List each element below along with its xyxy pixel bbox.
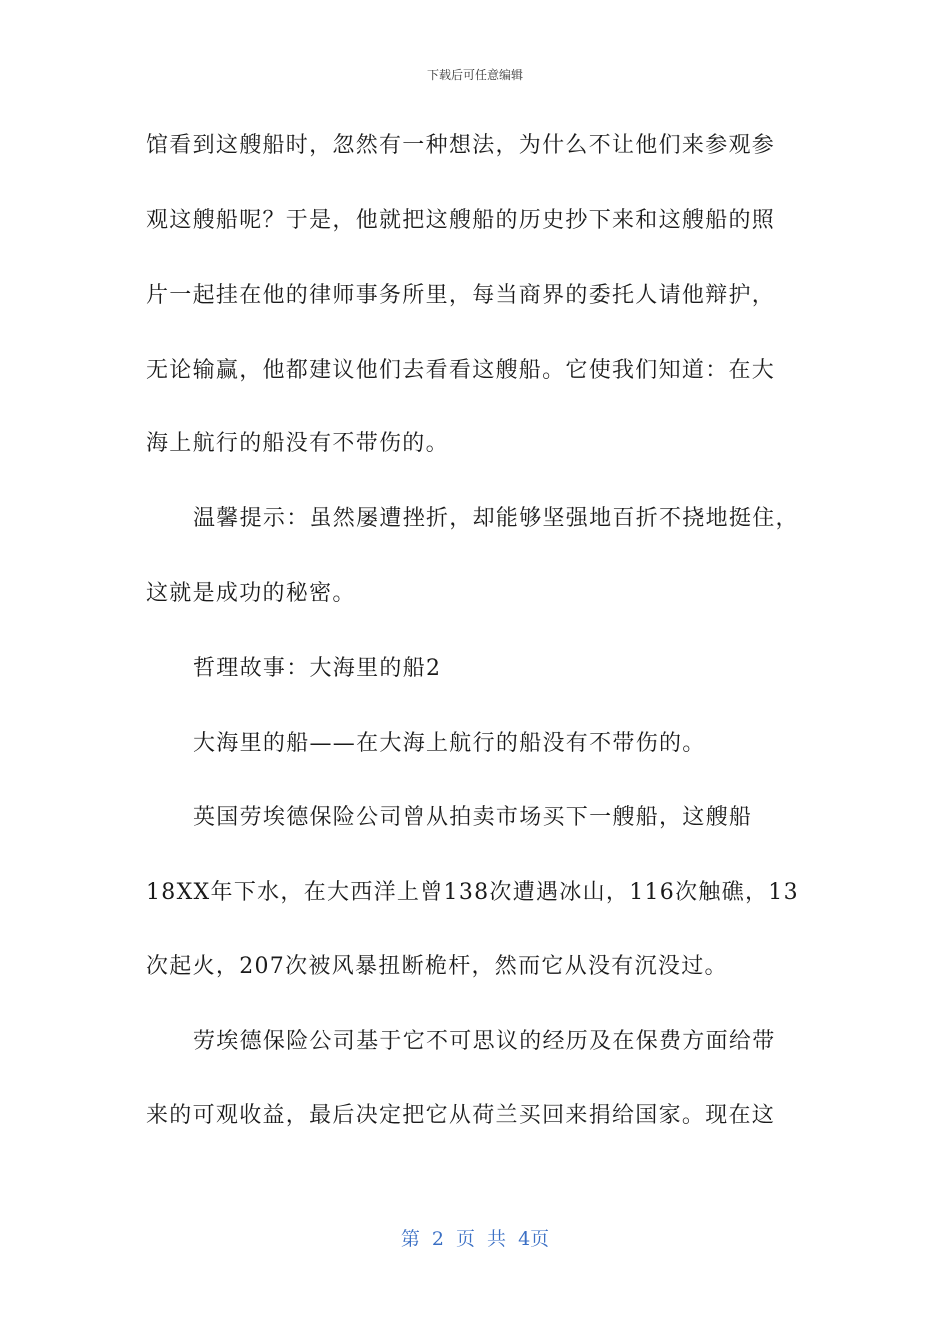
paragraph-line: 无论输赢，他都建议他们去看看这艘船。它使我们知道：在大 <box>146 358 776 383</box>
paragraph-line: 片一起挂在他的律师事务所里，每当商界的委托人请他辩护， <box>146 283 776 308</box>
paragraph-line: 英国劳埃德保险公司曾从拍卖市场买下一艘船，这艘船 <box>193 805 753 830</box>
tip-line: 这就是成功的秘密。 <box>146 581 356 606</box>
page-header: 下载后可任意编辑 <box>426 68 523 82</box>
paragraph-line: 馆看到这艘船时，忽然有一种想法，为什么不让他们来参观参 <box>146 133 776 158</box>
paragraph-line: 次起火，207次被风暴扭断桅杆，然而它从没有沉没过。 <box>146 954 728 979</box>
paragraph-line: 劳埃德保险公司基于它不可思议的经历及在保费方面给带 <box>193 1029 776 1054</box>
page-number-footer: 第 2 页 共 4页 <box>400 1228 550 1250</box>
paragraph-line: 18XX年下水，在大西洋上曾138次遭遇冰山，116次触礁，13 <box>146 880 799 905</box>
paragraph-line: 来的可观收益，最后决定把它从荷兰买回来捐给国家。现在这 <box>146 1103 776 1128</box>
paragraph-line: 观这艘船呢？于是，他就把这艘船的历史抄下来和这艘船的照 <box>146 208 776 233</box>
section-title: 哲理故事：大海里的船2 <box>193 656 442 681</box>
paragraph-line: 海上航行的船没有不带伤的。 <box>146 431 449 456</box>
tip-line: 温馨提示：虽然屡遭挫折，却能够坚强地百折不挠地挺住， <box>193 506 799 531</box>
paragraph-line: 大海里的船——在大海上航行的船没有不带伤的。 <box>193 731 706 756</box>
